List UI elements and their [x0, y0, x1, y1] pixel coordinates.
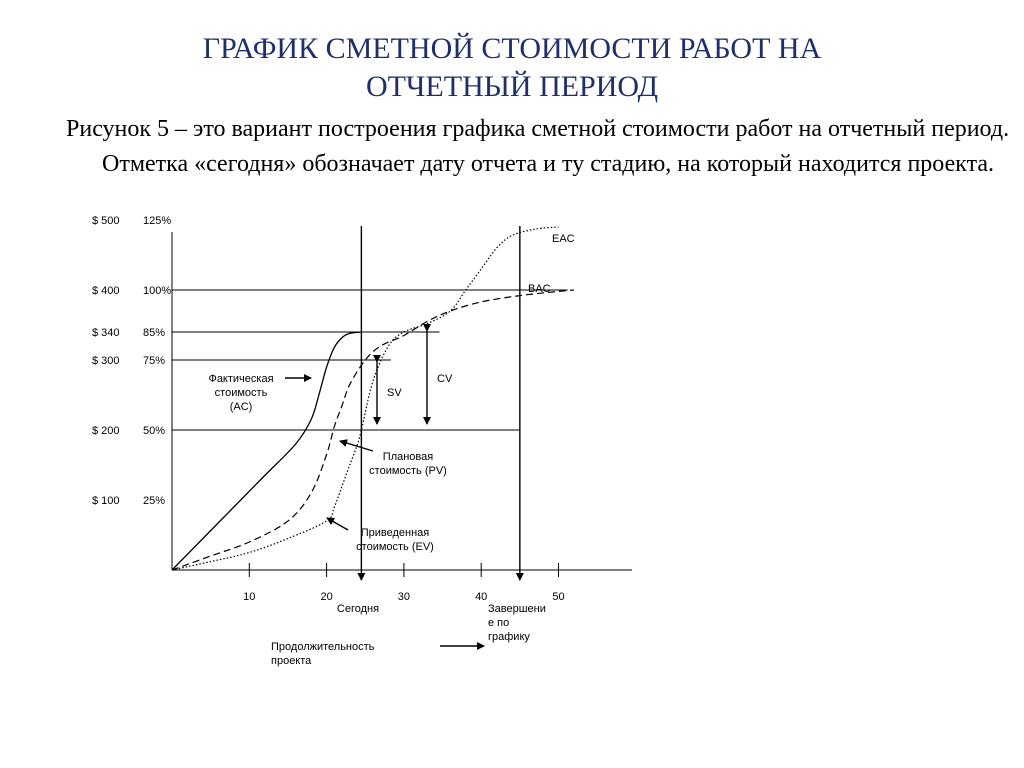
x-tick-label: 10 [243, 591, 256, 603]
completion-label-line: е по [488, 617, 510, 629]
pv-annotation-line: стоимость (PV) [369, 465, 447, 477]
y-pct-label: 125% [143, 215, 172, 227]
figure-caption: Рисунок 5 – это вариант построения графика сметной стоимости работ на отчетный период. Отметка «сегодня» обозначает дату отчета и ту стадию, на который находится проекта. [66, 116, 1010, 177]
duration-label-line: Продолжительность [271, 641, 375, 653]
completion-label-line: Завершени [488, 603, 546, 615]
y-pct-label: 75% [143, 355, 166, 367]
x-tick-label: 30 [397, 591, 411, 603]
y-tick-label: $ 400 [92, 285, 120, 297]
x-tick-label: 20 [320, 591, 333, 603]
ev-arrow [327, 518, 348, 530]
title-line-1: ГРАФИК СМЕТНОЙ СТОИМОСТИ РАБОТ НА [202, 32, 822, 65]
y-tick-label: $ 340 [92, 327, 120, 339]
ac-annotation-line: (AC) [229, 401, 253, 413]
y-pct-label: 50% [143, 425, 166, 437]
y-pct-label: 85% [143, 327, 166, 339]
completion-label-line: графику [488, 631, 530, 643]
y-tick-label: $ 100 [92, 495, 120, 507]
today-label: Сегодня [336, 603, 380, 615]
sv-label: SV [387, 387, 402, 399]
y-tick-label: $ 500 [92, 215, 120, 227]
pv-arrow [340, 441, 373, 451]
y-pct-label: 25% [143, 495, 166, 507]
bac-label: BAC [528, 283, 551, 295]
ac-annotation-line: Фактическая [208, 373, 274, 385]
ev-annotation-line: Приведенная [360, 527, 430, 539]
x-tick-label: 40 [475, 591, 488, 603]
y-tick-label: $ 300 [92, 355, 120, 367]
eac-label: EAC [552, 233, 575, 245]
pv-annotation-line: Плановая [382, 451, 434, 463]
y-tick-label: $ 200 [92, 425, 120, 437]
ev-annotation-line: стоимость (EV) [356, 541, 434, 553]
ac-annotation-line: стоимость [214, 387, 268, 399]
x-tick-label: 50 [552, 591, 565, 603]
duration-label-line: проекта [271, 655, 312, 667]
title-line-2: ОТЧЕТНЫЙ ПЕРИОД [365, 70, 659, 103]
y-pct-label: 100% [143, 285, 172, 297]
cv-label: CV [437, 373, 453, 385]
